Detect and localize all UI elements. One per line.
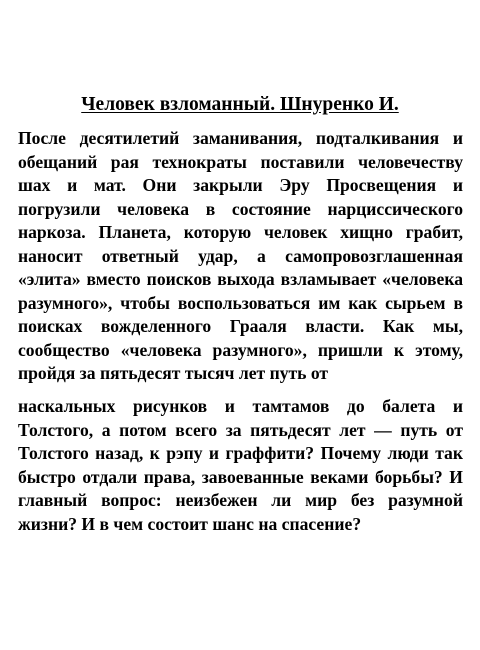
paragraph-2: наскальных рисунков и тамтамов до балета и Толстого, а потом всего за пятьдесят лет — путь от Толстого назад, к рэпу и граффити? Почему люди так быстро отдали права, завоеванные веками борьбы? И главный вопрос: неизбежен ли мир без разумной жизни? И в чем состоит шанс на спасение? [18,396,463,534]
document-title: Человек взломанный. Шнуренко И. [81,94,399,115]
paragraph-1: После десятилетий заманивания, подталкивания и обещаний рая технократы поставили человечеству шах и мат. Они закрыли Эру Просвещения и погрузили человека в состояние нарциссического наркоза. Планета, которую человек хищно грабит, наносит ответный удар, а самопровозглашенная «элита» вместо поисков выхода взламывает «человека разумного», чтобы воспользоваться им как сырьем в поисках вожделенного Грааля власти. Как мы, сообщество «человека разумного», пришли к этому, пройдя за пятьдесят тысяч лет путь от [18,128,463,383]
